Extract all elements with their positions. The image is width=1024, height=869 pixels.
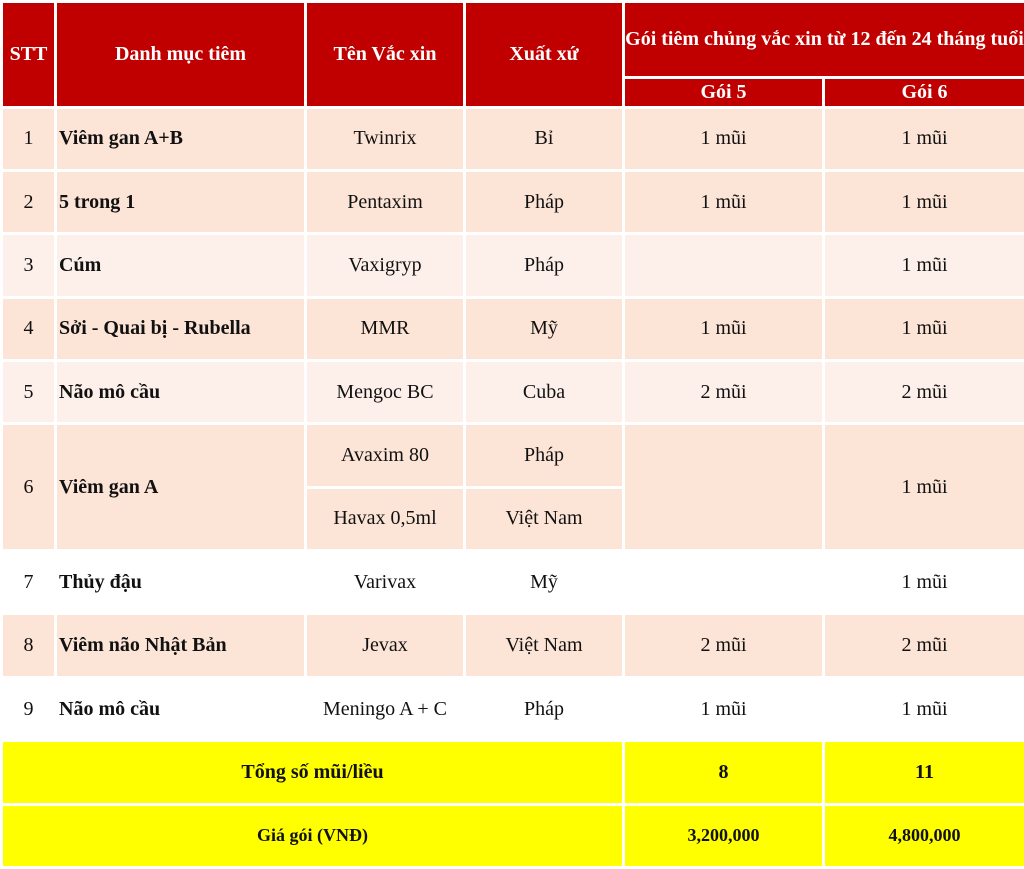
header-package-6: Gói 6 bbox=[825, 79, 1024, 105]
header-row bbox=[3, 3, 1024, 76]
header-origin: Xuất xứ bbox=[466, 3, 622, 106]
cell-origin: Pháp bbox=[466, 235, 622, 295]
cell-package-6: 2 mũi bbox=[825, 615, 1024, 675]
cell-category: Não mô cầu bbox=[57, 679, 304, 739]
cell-category: Viêm não Nhật Bản bbox=[57, 615, 304, 675]
table-row bbox=[3, 235, 1024, 295]
cell-origin: Cuba bbox=[466, 362, 622, 422]
table-row bbox=[3, 425, 1024, 485]
cell-stt: 9 bbox=[3, 679, 54, 739]
cell-origin: Mỹ bbox=[466, 299, 622, 359]
header-package-group: Gói tiêm chủng vắc xin từ 12 đến 24 tháng tuổi bbox=[625, 3, 1024, 76]
cell-origin: Việt Nam bbox=[466, 615, 622, 675]
cell-origin: Pháp bbox=[466, 172, 622, 232]
cell-package-6: 1 mũi bbox=[825, 552, 1024, 612]
header-package-5: Gói 5 bbox=[625, 79, 822, 105]
cell-vaccine: Havax 0,5ml bbox=[307, 489, 463, 549]
price-package-5: 3,200,000 bbox=[625, 806, 822, 866]
total-label: Tổng số mũi/liều bbox=[3, 742, 622, 802]
table-row bbox=[3, 552, 1024, 612]
cell-vaccine: Jevax bbox=[307, 615, 463, 675]
cell-vaccine: Pentaxim bbox=[307, 172, 463, 232]
cell-vaccine: Meningo A + C bbox=[307, 679, 463, 739]
price-package-6: 4,800,000 bbox=[825, 806, 1024, 866]
cell-package-5: 2 mũi bbox=[625, 362, 822, 422]
cell-origin: Pháp bbox=[466, 425, 622, 485]
cell-category: Viêm gan A bbox=[57, 425, 304, 549]
cell-package-6: 1 mũi bbox=[825, 235, 1024, 295]
cell-origin: Pháp bbox=[466, 679, 622, 739]
cell-stt: 8 bbox=[3, 615, 54, 675]
cell-package-5: 1 mũi bbox=[625, 172, 822, 232]
table-row bbox=[3, 109, 1024, 169]
cell-stt: 5 bbox=[3, 362, 54, 422]
table-row bbox=[3, 679, 1024, 739]
total-package-5: 8 bbox=[625, 742, 822, 802]
cell-vaccine: Mengoc BC bbox=[307, 362, 463, 422]
header-vaccine: Tên Vắc xin bbox=[307, 3, 463, 106]
cell-package-5 bbox=[625, 552, 822, 612]
cell-package-5 bbox=[625, 425, 822, 549]
cell-origin: Bỉ bbox=[466, 109, 622, 169]
cell-category: Viêm gan A+B bbox=[57, 109, 304, 169]
cell-category: 5 trong 1 bbox=[57, 172, 304, 232]
total-package-6: 11 bbox=[825, 742, 1024, 802]
cell-stt: 3 bbox=[3, 235, 54, 295]
cell-package-5: 1 mũi bbox=[625, 679, 822, 739]
cell-vaccine: Avaxim 80 bbox=[307, 425, 463, 485]
cell-category: Não mô cầu bbox=[57, 362, 304, 422]
header-stt: STT bbox=[3, 3, 54, 106]
cell-origin: Việt Nam bbox=[466, 489, 622, 549]
cell-origin: Mỹ bbox=[466, 552, 622, 612]
cell-package-6: 1 mũi bbox=[825, 299, 1024, 359]
table-row bbox=[3, 172, 1024, 232]
cell-stt: 1 bbox=[3, 109, 54, 169]
table-row bbox=[3, 299, 1024, 359]
cell-vaccine: MMR bbox=[307, 299, 463, 359]
cell-package-6: 2 mũi bbox=[825, 362, 1024, 422]
price-label: Giá gói (VNĐ) bbox=[3, 806, 622, 866]
cell-package-6: 1 mũi bbox=[825, 109, 1024, 169]
cell-package-6: 1 mũi bbox=[825, 679, 1024, 739]
table-row bbox=[3, 615, 1024, 675]
cell-package-5: 1 mũi bbox=[625, 299, 822, 359]
total-row bbox=[3, 742, 1024, 802]
header-category: Danh mục tiêm bbox=[57, 3, 304, 106]
table-row bbox=[3, 362, 1024, 422]
cell-category: Cúm bbox=[57, 235, 304, 295]
cell-category: Sởi - Quai bị - Rubella bbox=[57, 299, 304, 359]
cell-vaccine: Vaxigryp bbox=[307, 235, 463, 295]
cell-package-5: 1 mũi bbox=[625, 109, 822, 169]
price-row bbox=[3, 806, 1024, 866]
cell-category: Thủy đậu bbox=[57, 552, 304, 612]
cell-package-6: 1 mũi bbox=[825, 172, 1024, 232]
cell-vaccine: Varivax bbox=[307, 552, 463, 612]
cell-stt: 2 bbox=[3, 172, 54, 232]
cell-stt: 4 bbox=[3, 299, 54, 359]
cell-stt: 6 bbox=[3, 425, 54, 549]
cell-package-5 bbox=[625, 235, 822, 295]
cell-package-5: 2 mũi bbox=[625, 615, 822, 675]
cell-vaccine: Twinrix bbox=[307, 109, 463, 169]
cell-package-6: 1 mũi bbox=[825, 425, 1024, 549]
cell-stt: 7 bbox=[3, 552, 54, 612]
